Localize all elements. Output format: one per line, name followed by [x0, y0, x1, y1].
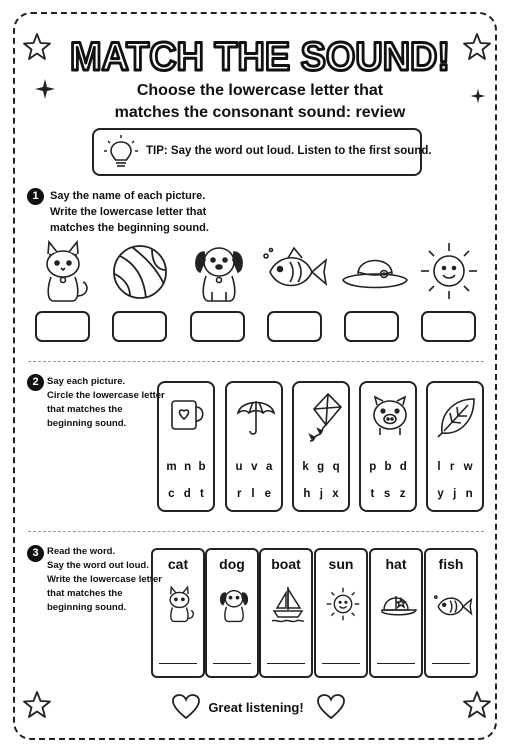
letter-option[interactable]: q — [332, 461, 340, 473]
letter-option[interactable]: h — [303, 488, 311, 500]
word-label: boat — [271, 556, 301, 572]
page-title-text: MATCH THE SOUND! — [70, 35, 450, 79]
sun-icon — [325, 586, 361, 622]
word-label: cat — [167, 556, 189, 572]
section-3-number: 3 — [27, 545, 44, 562]
tip-box — [92, 128, 432, 176]
section-3-instructions — [47, 545, 162, 615]
letter-option[interactable]: w — [463, 461, 473, 473]
letter-option[interactable]: b — [198, 461, 206, 473]
subtitle-line-2: matches the consonant sound: review — [114, 104, 406, 121]
letter-option[interactable]: z — [399, 488, 406, 500]
letter-row-top — [428, 461, 482, 473]
letter-option[interactable]: b — [384, 461, 392, 473]
boat-icon — [270, 584, 306, 624]
letter-option[interactable]: p — [369, 461, 377, 473]
pig-icon — [368, 395, 412, 437]
letter-card-pig — [359, 381, 417, 512]
heart-icon — [317, 694, 345, 720]
letter-option[interactable]: x — [332, 488, 339, 500]
instruction-line: Read the word. — [47, 546, 116, 557]
section-divider — [28, 531, 484, 532]
page-title — [60, 20, 460, 86]
letter-row-bottom — [159, 488, 213, 500]
letter-option[interactable]: e — [264, 488, 271, 500]
answer-box-dog[interactable] — [190, 311, 245, 342]
instruction-line: Say the word out loud. — [47, 560, 149, 571]
answer-box-hat[interactable] — [344, 311, 399, 342]
answer-line[interactable] — [377, 663, 415, 664]
letter-option[interactable]: g — [317, 461, 325, 473]
cat-icon — [33, 238, 95, 304]
cat-icon — [162, 584, 198, 624]
answer-box-sun[interactable] — [421, 311, 476, 342]
answer-line[interactable] — [213, 663, 251, 664]
word-card-fish — [424, 548, 478, 678]
instruction-line: Write the lowercase letter — [47, 574, 162, 585]
section-divider — [28, 361, 484, 362]
letter-option[interactable]: r — [236, 488, 242, 500]
letter-option[interactable]: t — [370, 488, 375, 500]
subtitle-line-1: Choose the lowercase letter that — [136, 82, 384, 99]
letter-option[interactable]: v — [251, 461, 258, 473]
word-label: sun — [328, 556, 354, 572]
word-card-boat — [259, 548, 313, 678]
answer-box-ball[interactable] — [112, 311, 167, 342]
instruction-line: Circle the lowercase letter — [47, 390, 165, 401]
letter-option[interactable]: s — [383, 488, 391, 500]
kite-icon — [302, 391, 344, 443]
hat-icon — [340, 250, 410, 294]
sun-icon — [418, 240, 480, 302]
instruction-line: Say each picture. — [47, 376, 126, 387]
answer-line[interactable] — [267, 663, 305, 664]
answer-line[interactable] — [322, 663, 360, 664]
letter-option[interactable]: u — [235, 461, 243, 473]
fish-icon — [432, 590, 474, 622]
section-2-number: 2 — [27, 374, 44, 391]
section-1-number: 1 — [27, 188, 44, 205]
instruction-line: beginning sound. — [47, 418, 127, 429]
letter-card-mug — [157, 381, 215, 512]
word-card-hat — [369, 548, 423, 678]
cap-icon — [378, 590, 418, 620]
instruction-line: Say the name of each picture. — [50, 190, 206, 202]
answer-line[interactable] — [159, 663, 197, 664]
letter-option[interactable]: l — [251, 488, 255, 500]
instruction-line: beginning sound. — [47, 602, 127, 613]
letter-option[interactable]: t — [199, 488, 204, 500]
letter-option[interactable]: n — [184, 461, 192, 473]
letter-card-umbrella — [225, 381, 283, 512]
letter-card-leaf — [426, 381, 484, 512]
letter-option[interactable]: l — [437, 461, 441, 473]
word-card-dog — [205, 548, 259, 678]
letter-option[interactable]: j — [453, 488, 457, 500]
letter-option[interactable]: n — [465, 488, 473, 500]
star-icon — [22, 32, 52, 62]
letter-row-bottom — [227, 488, 281, 500]
letter-row-top — [294, 461, 348, 473]
letter-option[interactable]: m — [166, 461, 177, 473]
tip-text: TIP: Say the word out loud. Listen to the first sound. — [146, 145, 432, 157]
letter-row-bottom — [294, 488, 348, 500]
letter-option[interactable]: k — [302, 461, 309, 473]
section-2-instructions — [47, 375, 165, 431]
instruction-line: that matches the — [47, 404, 123, 415]
answer-box-cat[interactable] — [35, 311, 90, 342]
word-label: hat — [385, 556, 407, 572]
dog-icon — [188, 238, 250, 304]
letter-row-top — [361, 461, 415, 473]
letter-card-kite — [292, 381, 350, 512]
leaf-icon — [436, 395, 478, 439]
section-1-instructions — [50, 188, 209, 236]
letter-row-bottom — [361, 488, 415, 500]
ball-icon — [112, 244, 168, 300]
umbrella-icon — [235, 395, 277, 437]
fish-icon — [262, 244, 328, 298]
star-icon — [462, 32, 492, 62]
sparkle-icon — [34, 78, 56, 100]
letter-option[interactable]: j — [319, 488, 323, 500]
letter-option[interactable]: a — [266, 461, 273, 473]
answer-box-fish[interactable] — [267, 311, 322, 342]
letter-row-top — [227, 461, 281, 473]
letter-option[interactable]: r — [449, 461, 455, 473]
answer-line[interactable] — [432, 663, 470, 664]
letter-option[interactable]: c — [168, 488, 175, 500]
word-card-cat — [151, 548, 205, 678]
footer-message: Great listening! — [208, 700, 304, 715]
sparkle-icon — [470, 88, 486, 104]
letter-option[interactable]: y — [437, 488, 444, 500]
letter-row-top — [159, 461, 213, 473]
word-label: dog — [219, 556, 245, 572]
dog-icon — [216, 584, 252, 624]
instruction-line: matches the beginning sound. — [50, 222, 209, 234]
letter-option[interactable]: d — [399, 461, 407, 473]
word-card-sun — [314, 548, 368, 678]
letter-option[interactable]: d — [183, 488, 191, 500]
instruction-line: that matches the — [47, 588, 123, 599]
lightbulb-icon — [102, 134, 140, 172]
mug-icon — [169, 397, 207, 433]
letter-row-bottom — [428, 488, 482, 500]
instruction-line: Write the lowercase letter that — [50, 206, 207, 218]
word-label: fish — [438, 556, 464, 572]
